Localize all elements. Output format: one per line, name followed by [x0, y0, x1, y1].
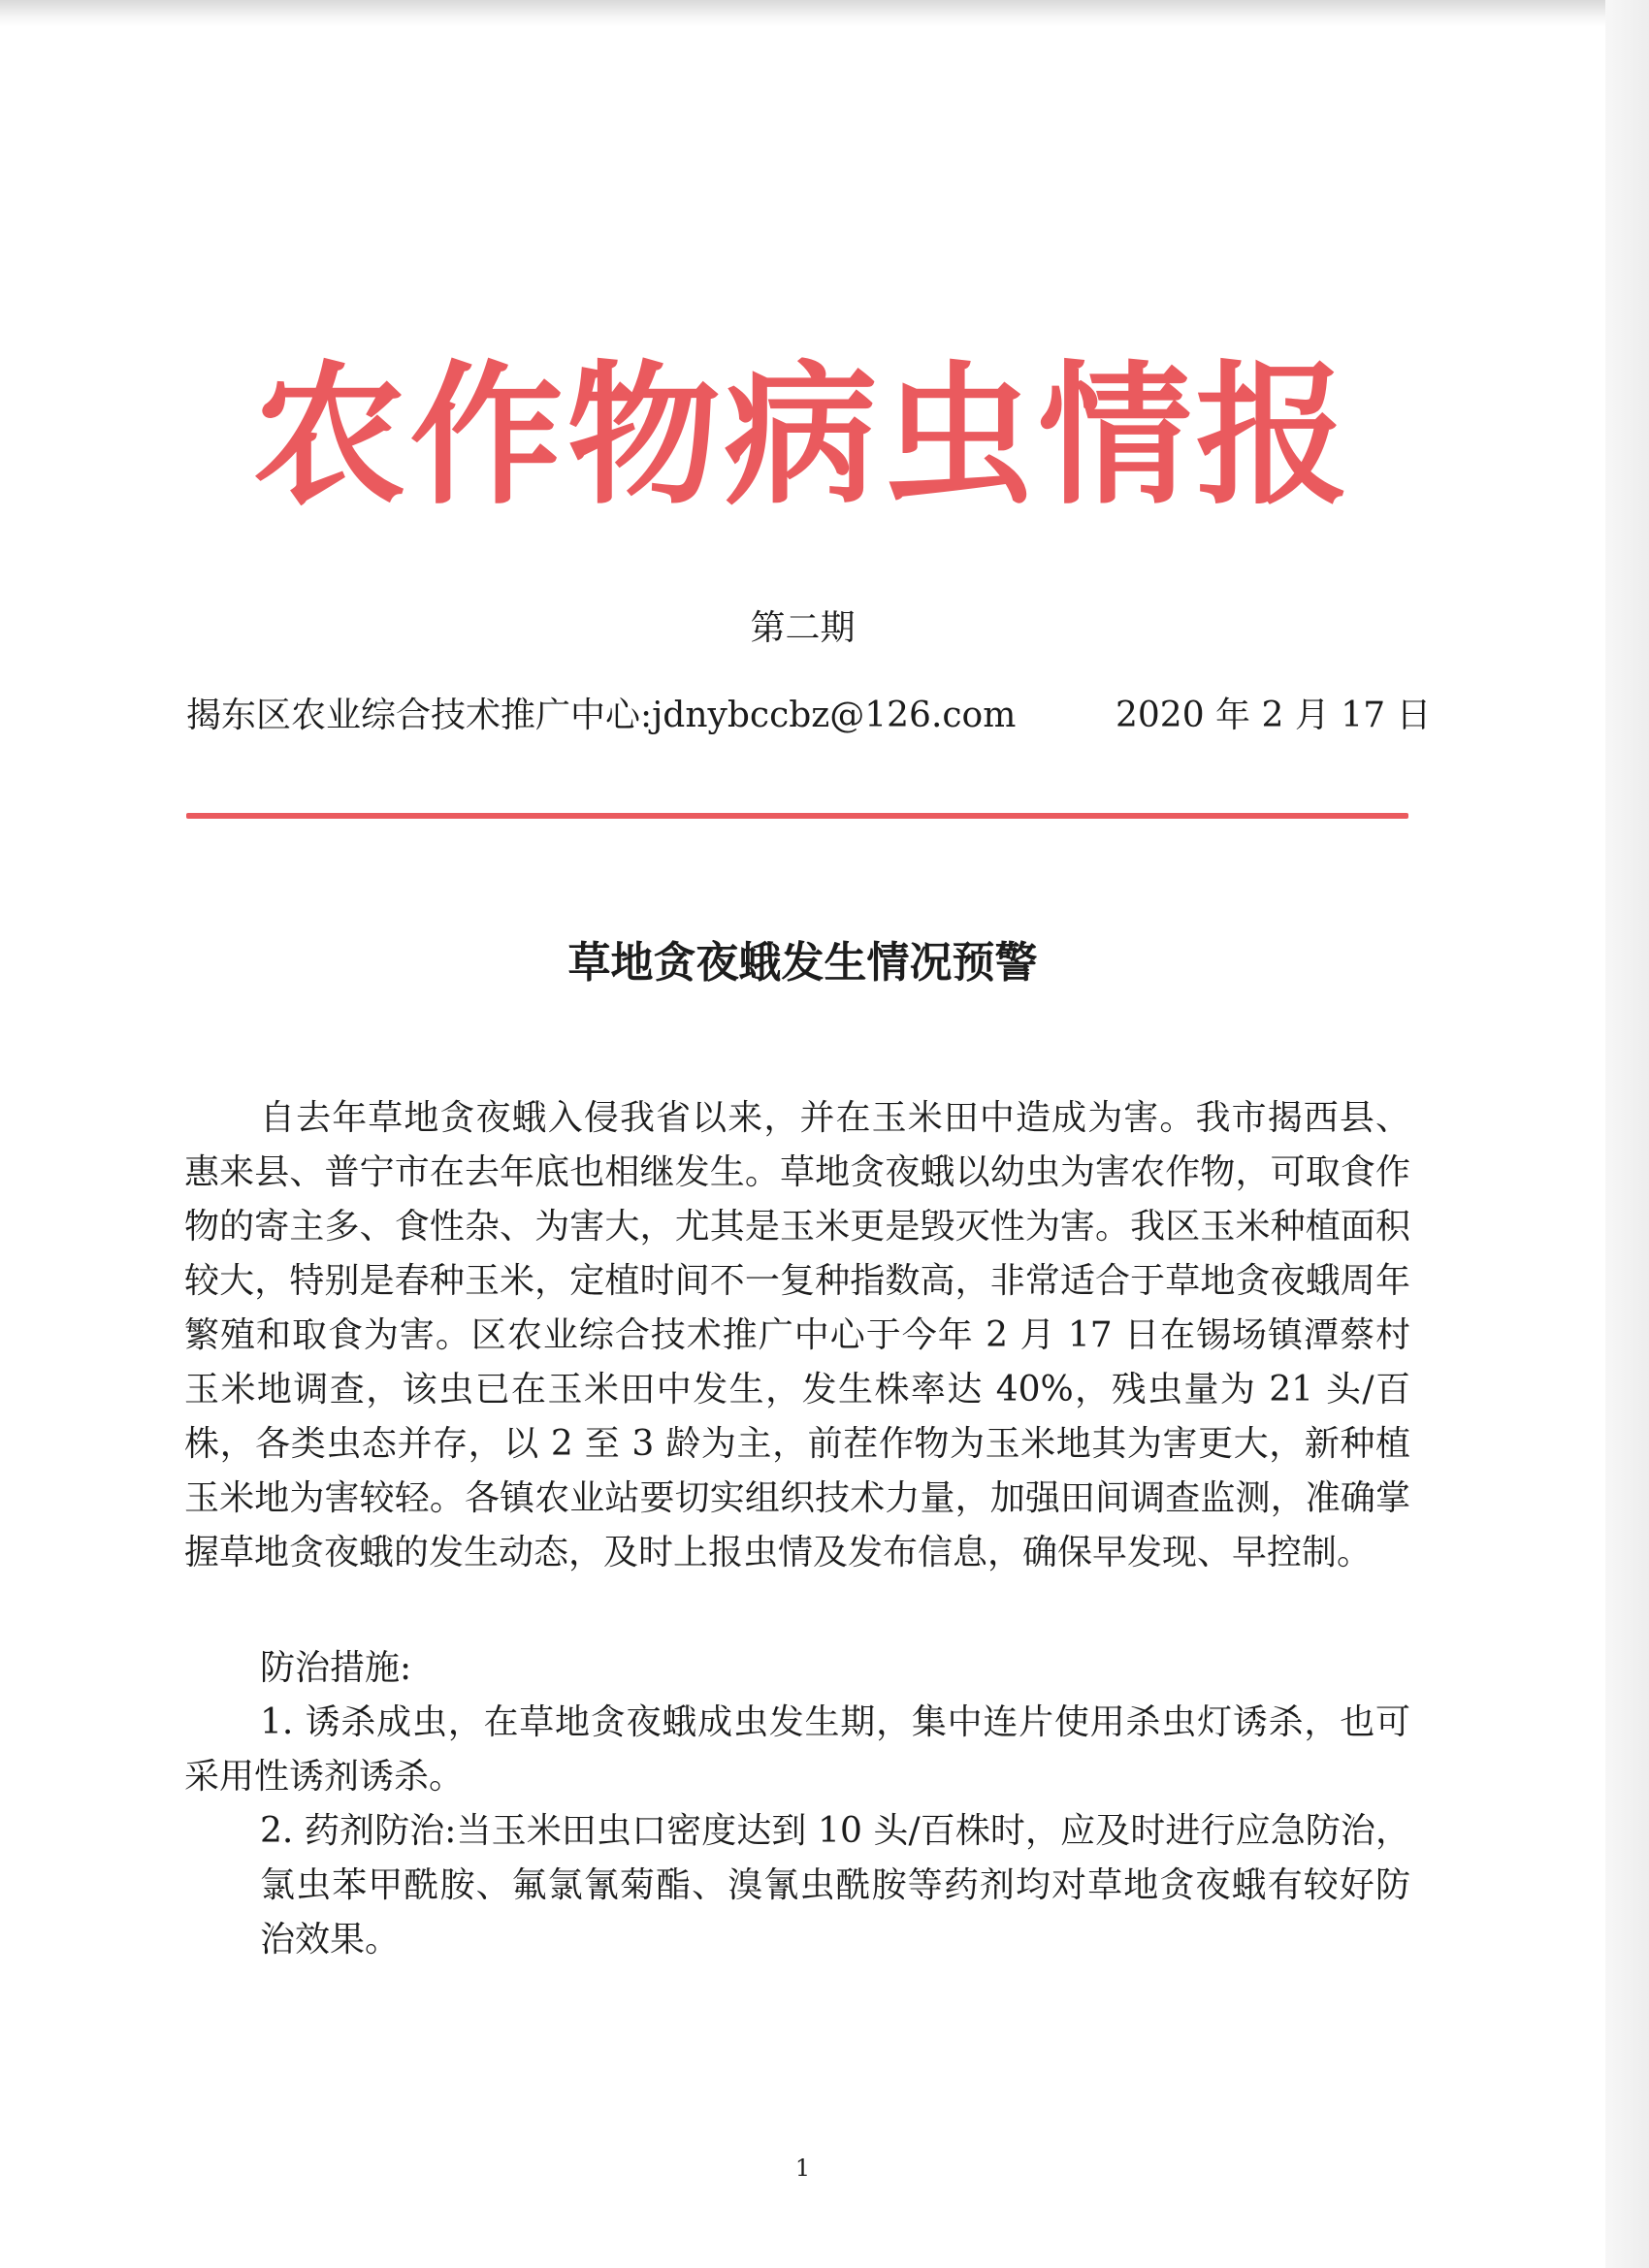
issue-number: 第二期: [750, 608, 856, 648]
header-divider: [186, 813, 1408, 819]
scan-shadow-right: [1605, 0, 1649, 2268]
measure-item-1: 1. 诱杀成虫，在草地贪夜蛾成虫发生期，集中连片使用杀虫灯诱杀，也可采用性诱剂诱杀。: [184, 1702, 1410, 1797]
scan-shadow-top: [0, 0, 1605, 27]
masthead-title: 农作物病虫情报: [252, 347, 1353, 526]
article-paragraph: 自去年草地贪夜蛾入侵我省以来，并在玉米田中造成为害。我市揭西县、惠来县、普宁市在去年底也相继发生。草地贪夜蛾以幼虫为害农作物，可取食作物的寄主多、食性杂、为害大，尤其是玉米更是毁灭性为害。我区玉米种植面积较大，特别是春种玉米，定植时间不一复种指数高，非常适合于草地贪夜蛾周年繁殖和取食为害。区农业综合技术推广中心于今年 2 月 17 日在锡场镇潭蔡村玉米地调查，该虫已在玉米田中发生，发生株率达 40%，残虫量为 21 头/百株，各类虫态并存，以 2 至 3 龄为主，前茬作物为玉米地其为害更大，新种植玉米地为害较轻。各镇农业站要切实组织技术力量，加强田间调查监测，准确掌握草地贪夜蛾的发生动态，及时上报虫情及发布信息，确保早发现、早控制。: [184, 1098, 1410, 1572]
measures-heading: 防治措施:: [260, 1648, 412, 1688]
publish-date: 2020 年 2 月 17 日: [1116, 696, 1432, 735]
measure-item-2: 2. 药剂防治:当玉米田虫口密度达到 10 头/百株时，应及时进行应急防治，氯虫苯甲酰胺、氟氯氰菊酯、溴氰虫酰胺等药剂均对草地贪夜蛾有较好防治效果。: [260, 1811, 1410, 1960]
page-number: 1: [794, 2155, 811, 2182]
organization-contact: 揭东区农业综合技术推广中心:jdnybccbz@126.com: [186, 696, 1017, 735]
article-title: 草地贪夜蛾发生情况预警: [567, 938, 1038, 988]
